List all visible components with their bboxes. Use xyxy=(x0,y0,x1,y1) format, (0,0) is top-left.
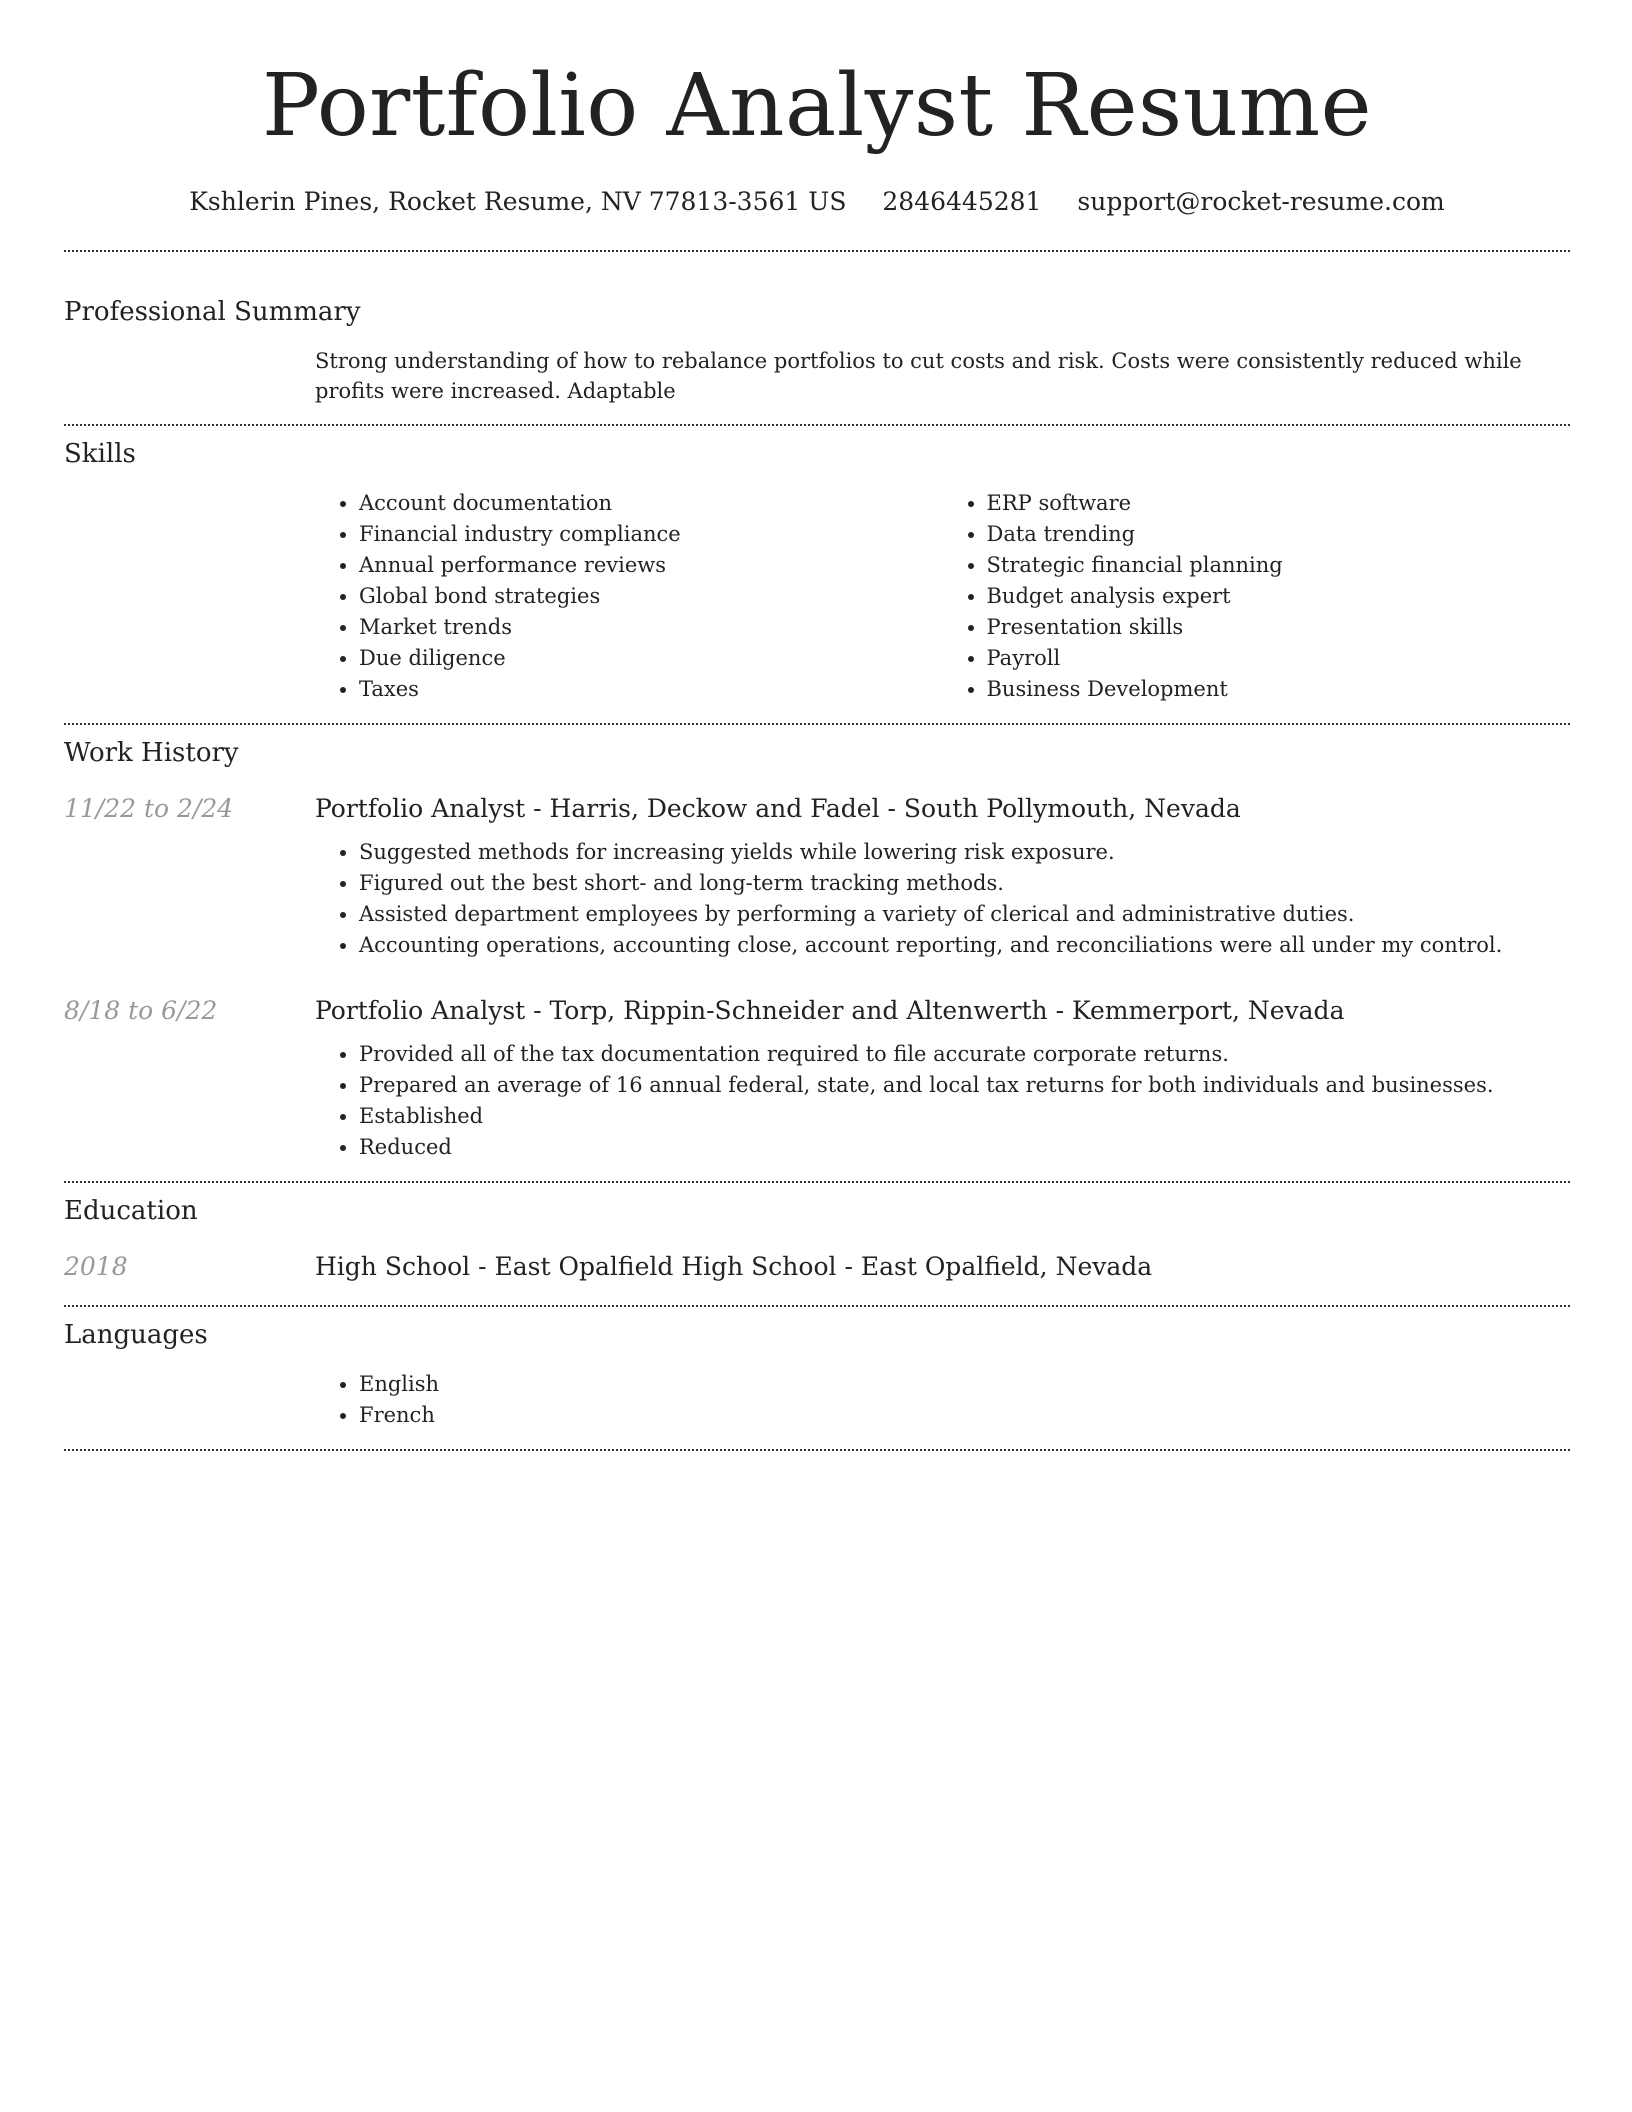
job-employer: - Torp, Rippin-Schneider and Altenwerth - Kemmerport, Nevada xyxy=(525,996,1345,1025)
contact-email: support@rocket-resume.com xyxy=(1077,187,1445,216)
list-item: • Market trends xyxy=(359,612,943,643)
divider xyxy=(64,424,1570,426)
job-bullets xyxy=(315,1039,1570,1163)
list-item: • Suggested methods for increasing yields while lowering risk exposure. xyxy=(359,837,1570,868)
list-item: • Annual performance reviews xyxy=(359,550,943,581)
list-item: • Assisted department employees by performing a variety of clerical and administrative duties. xyxy=(359,899,1570,930)
list-item: • Financial industry compliance xyxy=(359,519,943,550)
education-school: - East Opalfield High School - East Opalfield, Nevada xyxy=(470,1252,1153,1281)
work-details xyxy=(315,789,1570,961)
skills-list-left xyxy=(315,488,943,705)
summary-text: Strong understanding of how to rebalance portfolios to cut costs and risk. Costs were consistently reduced while profits were increased. Adaptable xyxy=(315,349,1522,403)
skills-columns xyxy=(315,488,1570,705)
languages-content xyxy=(315,1369,1570,1431)
list-item: • Established xyxy=(359,1101,1570,1132)
education-entry xyxy=(64,1247,1570,1287)
job-bullets xyxy=(315,837,1570,961)
list-item: • Reduced xyxy=(359,1132,1570,1163)
work-dates: 8/18 to 6/22 xyxy=(64,996,218,1025)
list-item: • ERP software xyxy=(987,488,1571,519)
contact-line xyxy=(64,182,1570,222)
job-heading xyxy=(315,991,1570,1031)
list-item: • Presentation skills xyxy=(987,612,1571,643)
contact-address: Kshlerin Pines, Rocket Resume, NV 77813-3561 US xyxy=(189,187,847,216)
work-dates: 11/22 to 2/24 xyxy=(64,794,234,823)
divider xyxy=(64,250,1570,252)
divider xyxy=(64,1449,1570,1451)
list-item: • Business Development xyxy=(987,674,1571,705)
section-title-summary: Professional Summary xyxy=(64,297,361,327)
list-item: • English xyxy=(359,1369,1570,1400)
list-item: • Due diligence xyxy=(359,643,943,674)
divider xyxy=(64,1181,1570,1183)
section-title-skills: Skills xyxy=(64,439,136,469)
job-title: Portfolio Analyst xyxy=(315,996,526,1025)
list-item: • Strategic financial planning xyxy=(987,550,1571,581)
work-details xyxy=(315,991,1570,1163)
job-employer: - Harris, Deckow and Fadel - South Pollymouth, Nevada xyxy=(525,794,1241,823)
resume-page xyxy=(64,0,1570,1451)
skills-list-right xyxy=(943,488,1571,705)
list-item: • Prepared an average of 16 annual federal, state, and local tax returns for both individuals and businesses. xyxy=(359,1070,1570,1101)
job-heading xyxy=(315,789,1570,829)
list-item: • Accounting operations, accounting close, account reporting, and reconciliations were all under my control. xyxy=(359,930,1570,961)
section-title-languages: Languages xyxy=(64,1320,208,1350)
work-entry xyxy=(64,991,1570,1163)
section-title-work: Work History xyxy=(64,738,239,768)
contact-phone: 2846445281 xyxy=(882,187,1042,216)
list-item: • Payroll xyxy=(987,643,1571,674)
languages-list xyxy=(315,1369,1570,1431)
list-item: • Provided all of the tax documentation required to file accurate corporate returns. xyxy=(359,1039,1570,1070)
section-title-education: Education xyxy=(64,1196,198,1226)
divider xyxy=(64,723,1570,725)
education-degree: High School xyxy=(315,1252,471,1281)
list-item: • Figured out the best short- and long-term tracking methods. xyxy=(359,868,1570,899)
divider xyxy=(64,1305,1570,1307)
list-item: • Data trending xyxy=(987,519,1571,550)
list-item: • Account documentation xyxy=(359,488,943,519)
work-entry xyxy=(64,789,1570,961)
resume-title: Portfolio Analyst Resume xyxy=(261,56,1373,156)
education-details xyxy=(315,1247,1570,1287)
job-title: Portfolio Analyst xyxy=(315,794,526,823)
list-item: • Taxes xyxy=(359,674,943,705)
list-item: • Global bond strategies xyxy=(359,581,943,612)
list-item: • Budget analysis expert xyxy=(987,581,1571,612)
list-item: • French xyxy=(359,1400,1570,1431)
education-year: 2018 xyxy=(64,1252,128,1281)
